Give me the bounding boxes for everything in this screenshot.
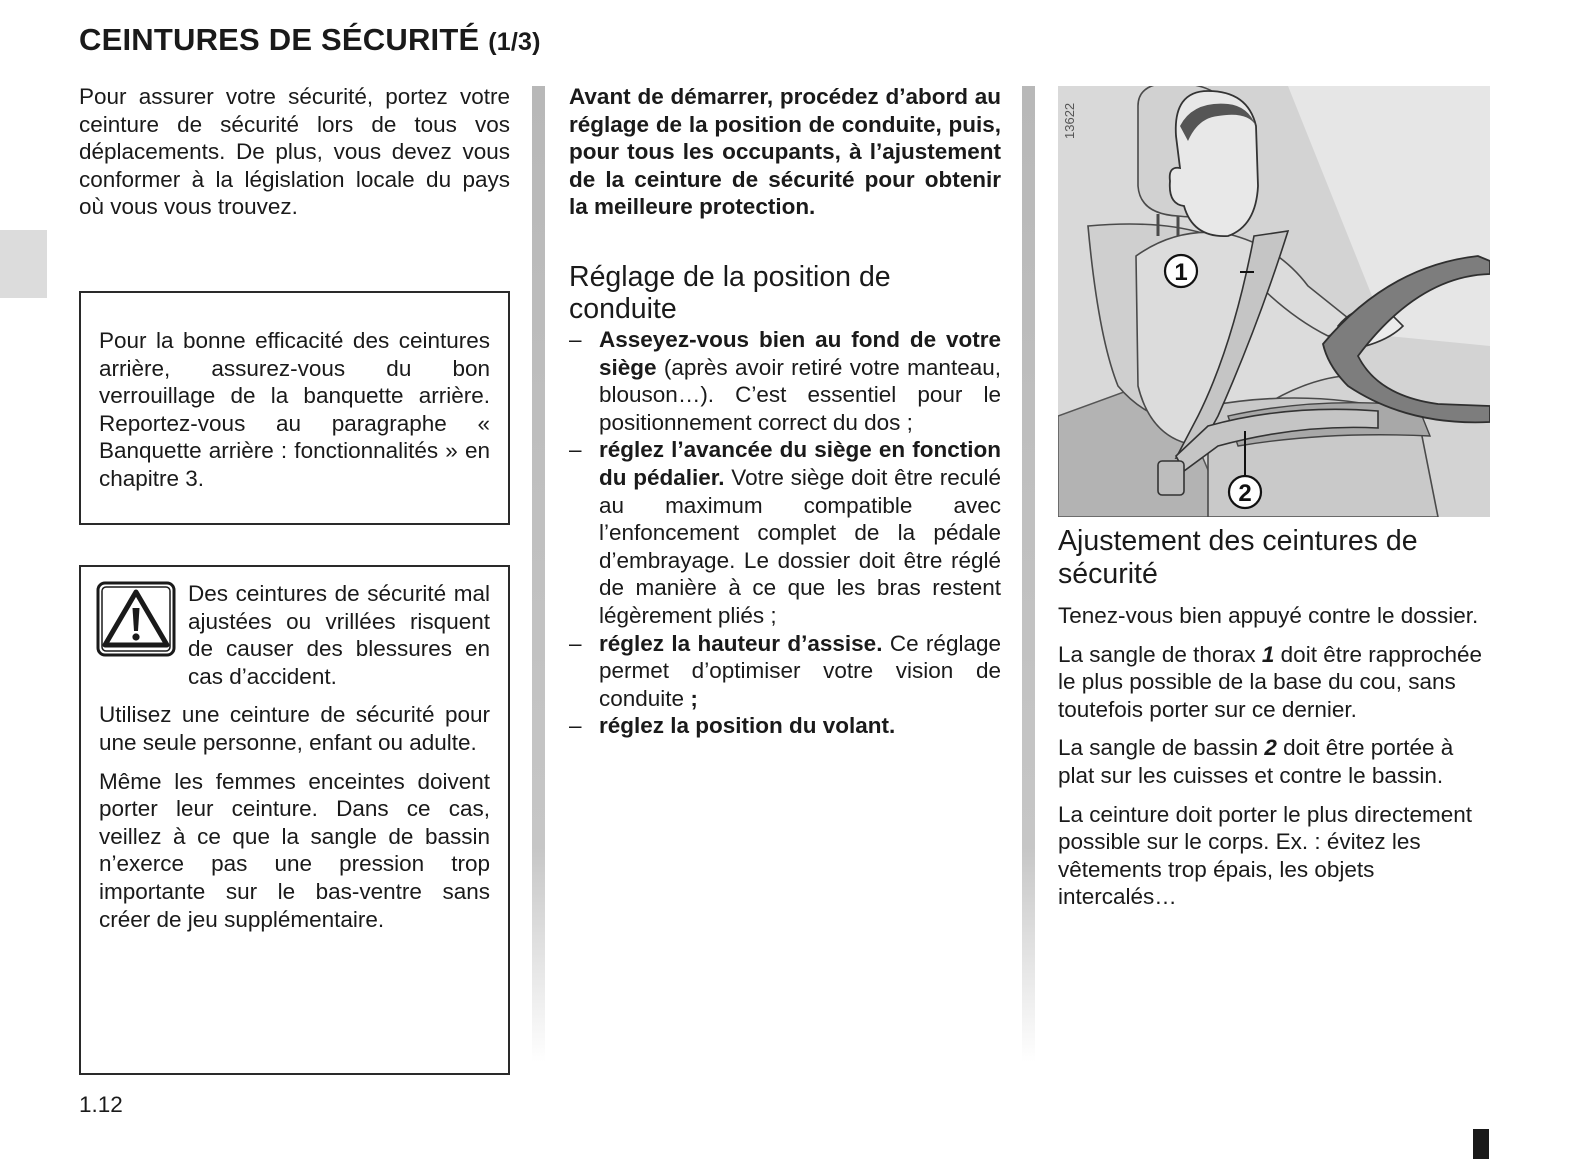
belt-p3-text: La sangle de bassin <box>1058 735 1265 761</box>
warning-box <box>79 565 510 1075</box>
page-corner-mark <box>1473 1129 1489 1159</box>
belt-paragraph-2 <box>1058 641 1490 724</box>
warning-paragraph-2: Même les femmes enceintes doivent porter leur ceinture. Dans ce cas, veillez à ce que la sangle de bassin n’exerce pas une pression trop importante sur le bas-ventre sans créer de jeu supplémentaire. <box>99 768 490 932</box>
belt-p3-ref: 2 <box>1264 735 1277 761</box>
list-item-text: Ce réglage permet d’optimiser votre vision de conduite <box>599 630 1001 711</box>
right-column <box>1058 525 1490 911</box>
list-item-bold: réglez l’avancée du siège en fonction du pédalier. <box>599 437 1001 490</box>
warning-lead-text: Des ceintures de sécurité mal ajustées ou vrillées risquent de causer des blessures en cas d’accident. <box>188 581 490 689</box>
list-item-bold: Asseyez-vous bien au fond de votre siège <box>599 326 1001 380</box>
list-item <box>569 326 1001 436</box>
chapter-tab <box>0 230 47 298</box>
intro-paragraph: Pour assurer votre sécurité, portez votre ceinture de sécurité lors de tous vos déplacements. De plus, vous devez vous conformer à la législation locale du pays où vous vous trouvez. <box>79 84 510 220</box>
warning-paragraph-1: Utilisez une ceinture de sécurité pour une seule personne, enfant ou adulte. <box>99 702 490 755</box>
rear-seatbelt-note: Pour la bonne efficacité des ceintures arrière, assurez-vous du bon verrouillage de la banquette arrière. Reportez-vous au paragraphe « Banquette arrière : fonctionnalités » en chapitre 3. <box>99 328 490 491</box>
driving-position-list <box>569 326 1001 740</box>
rear-seatbelt-note-box <box>79 291 510 525</box>
list-item-bold: réglez la position du volant. <box>599 713 896 739</box>
column-divider-1 <box>532 86 545 1062</box>
page-title-part: (1/3) <box>488 28 541 56</box>
belt-p2-ref: 1 <box>1261 641 1275 667</box>
belt-p2-text-end: doit être rapprochée le plus possible de la base du cou, sans toutefois porter sur ce dernier. <box>1058 641 1483 722</box>
seatbelt-illustration <box>1058 86 1490 517</box>
belt-adjustment-heading: Ajustement des ceintures de sécurité <box>1058 525 1418 590</box>
callout-2: 2 <box>1238 480 1252 507</box>
list-item-text: Votre siège doit être reculé au maximum compatible avec l’enfoncement complet de la pédale d’embrayage. Le dossier doit être réglé de manière à ce que les bras restent légèrement pliés ; <box>599 464 1001 628</box>
page-title <box>79 22 541 58</box>
list-item <box>569 630 1001 713</box>
driving-position-heading: Réglage de la position de conduite <box>569 260 891 326</box>
driver-seatbelt-drawing <box>1058 86 1490 517</box>
list-item-tail: ; <box>684 685 698 711</box>
warning-triangle-icon <box>96 581 176 657</box>
belt-p3-text-end: doit être portée à plat sur les cuisses et contre le bassin. <box>1058 735 1454 788</box>
figure-reference-number: 13622 <box>1062 102 1077 140</box>
left-column <box>79 83 510 221</box>
list-item-text: (après avoir retiré votre manteau, blouson…). C’est essentiel pour le positionnement correct du dos ; <box>599 354 1001 435</box>
column-divider-2 <box>1022 86 1035 1062</box>
callout-1: 1 <box>1174 259 1188 286</box>
driving-position-intro: Avant de démarrer, procédez d’abord au réglage de la position de conduite, puis, pour tous les occupants, à l’ajustement de la ceinture de sécurité pour obtenir la meilleure protection. <box>569 84 1001 220</box>
belt-paragraph-4: La ceinture doit porter le plus directement possible sur le corps. Ex. : évitez les vêtements trop épais, les objets intercalés… <box>1058 801 1472 910</box>
page-title-text: CEINTURES DE SÉCURITÉ <box>79 22 480 57</box>
warning-header <box>99 580 490 690</box>
list-item-bold: réglez la hauteur d’assise. <box>599 630 883 656</box>
list-item <box>569 436 1001 629</box>
belt-paragraph-1: Tenez-vous bien appuyé contre le dossier. <box>1058 603 1479 628</box>
middle-column <box>569 83 1001 740</box>
page-number: 1.12 <box>79 1092 123 1117</box>
list-item <box>569 712 1001 740</box>
belt-paragraph-3 <box>1058 734 1490 789</box>
belt-p2-text: La sangle de thorax <box>1058 641 1262 667</box>
